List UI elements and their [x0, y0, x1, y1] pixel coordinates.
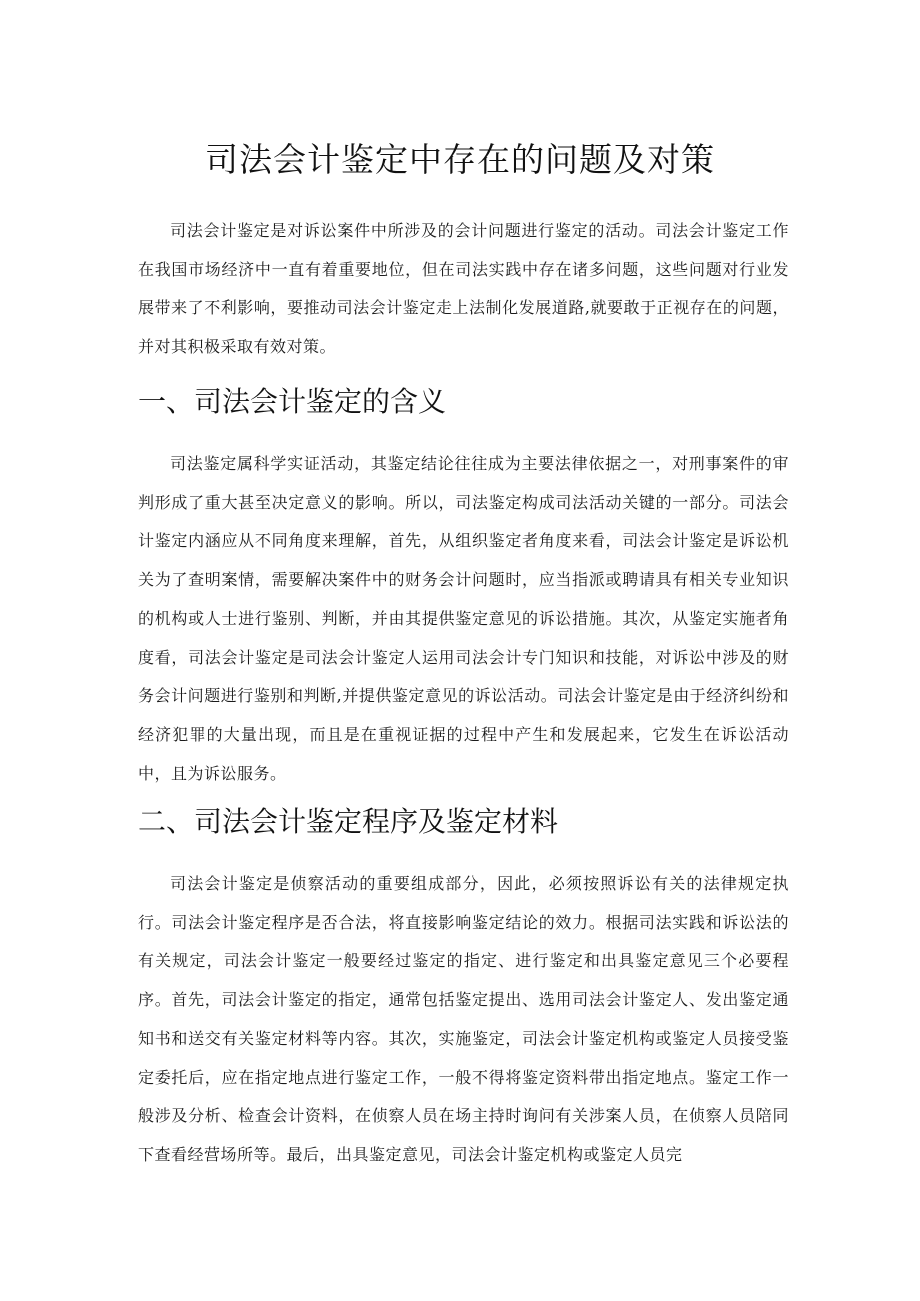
- section-2-paragraph: [138, 865, 789, 1175]
- document-title: 司法会计鉴定中存在的问题及对策: [205, 140, 715, 179]
- intro-text: 司法会计鉴定是对诉讼案件中所涉及的会计问题进行鉴定的活动。司法会计鉴定工作在我国市场经济中一直有着重要地位，但在司法实践中存在诸多问题，这些问题对行业发展带来了不利影响，要推动司法会计鉴定走上法制化发展道路,就要敢于正视存在的问题，并对其积极采取有效对策。: [138, 221, 789, 357]
- section-1-heading: 一、司法会计鉴定的含义: [138, 385, 447, 418]
- section-1-paragraph: [138, 445, 789, 793]
- section-2-heading: 二、司法会计鉴定程序及鉴定材料: [138, 805, 559, 838]
- intro-paragraph: [138, 212, 789, 367]
- section-2-text: 司法会计鉴定是侦察活动的重要组成部分，因此，必须按照诉讼有关的法律规定执行。司法会计鉴定程序是否合法，将直接影响鉴定结论的效力。根据司法实践和诉讼法的有关规定，司法会计鉴定一般要经过鉴定的指定、进行鉴定和出具鉴定意见三个必要程序。首先，司法会计鉴定的指定，通常包括鉴定提出、选用司法会计鉴定人、发出鉴定通知书和送交有关鉴定材料等内容。其次，实施鉴定，司法会计鉴定机构或鉴定人员接受鉴定委托后，应在指定地点进行鉴定工作，一般不得将鉴定资料带出指定地点。鉴定工作一般涉及分析、检查会计资料，在侦察人员在场主持时询问有关涉案人员，在侦察人员陪同下查看经营场所等。最后，出具鉴定意见，司法会计鉴定机构或鉴定人员完: [138, 874, 789, 1164]
- section-1-text: 司法鉴定属科学实证活动，其鉴定结论往往成为主要法律依据之一，对刑事案件的审判形成了重大甚至决定意义的影响。所以，司法鉴定构成司法活动关键的一部分。司法会计鉴定内涵应从不同角度来理解，首先，从组织鉴定者角度来看，司法会计鉴定是诉讼机关为了查明案情，需要解决案件中的财务会计问题时，应当指派或聘请具有相关专业知识的机构或人士进行鉴别、判断，并由其提供鉴定意见的诉讼措施。其次，从鉴定实施者角度看，司法会计鉴定是司法会计鉴定人运用司法会计专门知识和技能，对诉讼中涉及的财务会计问题进行鉴别和判断,并提供鉴定意见的诉讼活动。司法会计鉴定是由于经济纠纷和经济犯罪的大量出现，而且是在重视证据的过程中产生和发展起来，它发生在诉讼活动中，且为诉讼服务。: [138, 454, 789, 783]
